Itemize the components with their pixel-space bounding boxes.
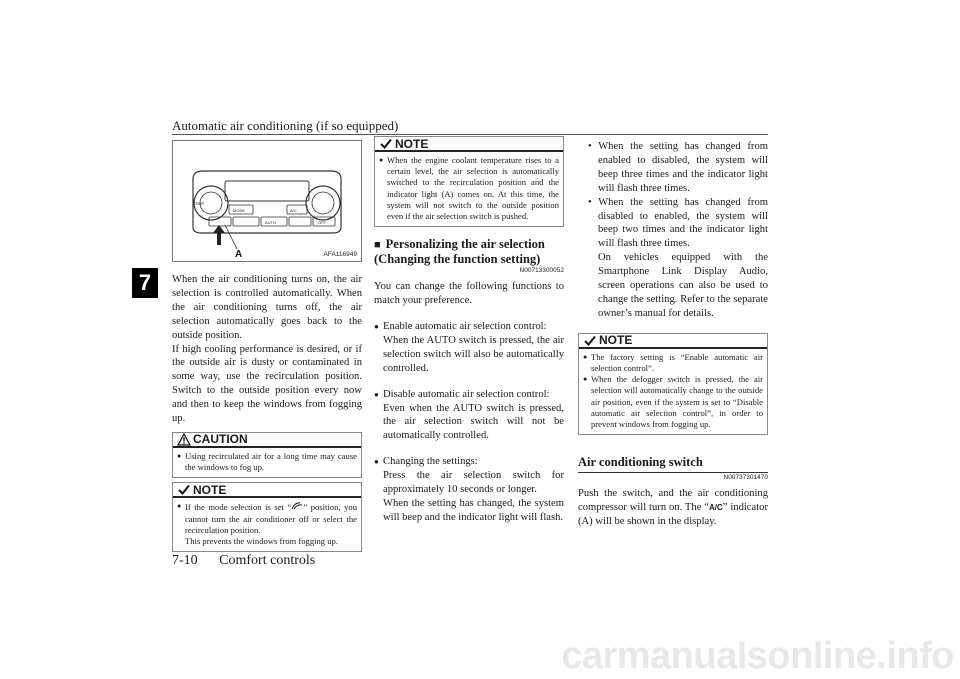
note-box-factory xyxy=(578,333,768,435)
control-panel-figure xyxy=(172,140,362,262)
check-icon xyxy=(583,334,597,347)
caution-header xyxy=(173,433,361,448)
ac-symbol: A/C xyxy=(708,503,723,513)
column-3 xyxy=(578,140,768,529)
check-icon xyxy=(379,137,393,150)
page-header-title: Automatic air conditioning (if so equipped) xyxy=(172,118,399,133)
note-label: NOTE xyxy=(395,136,429,151)
check-icon xyxy=(177,483,191,496)
list-item-enable: ● Enable automatic air selection control: When the AUTO switch is pressed, the air selection switch will also be automatically controlled. xyxy=(374,320,564,376)
column-2 xyxy=(374,136,564,525)
label-off: OFF xyxy=(318,220,326,225)
note-box-coolant xyxy=(374,136,564,227)
section-title-ac-switch: Air conditioning switch xyxy=(578,455,768,473)
page-footer xyxy=(172,553,315,569)
list-item-changing: ● Changing the settings: Press the air selection switch for approximately 10 seconds or longer. When the setting has changed, the system will beep and the indicator light will flash. xyxy=(374,455,564,525)
section-personalizing xyxy=(374,237,564,525)
list-item-disable: ● Disable automatic air selection control: Even when the AUTO switch is pressed, the air selection switch will not be automatically controlled. xyxy=(374,388,564,444)
climate-panel-illustration xyxy=(173,141,361,261)
label-mode: MODE xyxy=(233,208,245,213)
callout-a: A xyxy=(235,249,243,260)
note-header xyxy=(173,483,361,498)
label-auto: AUTO xyxy=(265,220,277,225)
section-code: N00737301470 xyxy=(723,474,768,482)
watermark: carmanualsonline.info xyxy=(561,635,954,677)
note-label: NOTE xyxy=(193,482,227,497)
figure-code: AFA116949 xyxy=(323,251,357,258)
section-ac-switch xyxy=(578,455,768,529)
section-title-personalizing: ■ Personalizing the air selection (Changing the function setting) xyxy=(374,237,564,266)
list-item-disabled-to-enabled: • When the setting has changed from disabled to enabled, the system will beep two times and the indicator light will flash three times. On vehicles equipped with the Smartphone Link Display Audio, screen operations can also be used to change the setting. Refer to the separate owner’s manual for details. xyxy=(588,196,768,319)
list-item-enabled-to-disabled: • When the setting has changed from enabled to disabled, the system will beep three times and the indicator light will flash three times. xyxy=(588,141,768,194)
caution-text: ● Using recirculated air for a long time may cause the windows to fog up. xyxy=(177,451,357,473)
caution-box xyxy=(172,432,362,478)
column-1 xyxy=(172,140,362,552)
note-label: NOTE xyxy=(599,333,633,348)
paragraph-ac-switch: Push the switch, and the air conditioning compressor will turn on. The “A/C” indicator (A) will be shown in the display. xyxy=(578,488,768,528)
defrost-mode-icon xyxy=(291,501,303,510)
paragraph-auto-control: When the air conditioning turns on, the air selection is controlled automatically. When the air conditioning turns off, the air selection automatically goes back to the outside position. xyxy=(172,274,362,341)
section-intro: You can change the following functions to match your preference. xyxy=(374,281,564,307)
note-factory-setting: ● The factory setting is “Enable automatic air selection control”. xyxy=(583,352,763,374)
note-header xyxy=(375,137,563,152)
chapter-tab: 7 xyxy=(132,268,158,298)
label-temp: TEMP xyxy=(193,201,205,206)
note-defogger: ● When the defogger switch is pressed, the air selection will automatically change to the outside air position, even if the system is set to “Disable automatic air selection control”, in order to prevent windows from fogging up. xyxy=(583,374,763,430)
section-code: N00713300052 xyxy=(519,267,564,275)
paragraph-recirculation: If high cooling performance is desired, or if the outside air is dusty or contaminated in some way, use the recirculation position. Switch to the outside position every now and then to keep the windows from fogging up. xyxy=(172,343,362,425)
header-rule xyxy=(172,134,768,135)
caution-label: CAUTION xyxy=(193,432,248,447)
note-coolant-text: ● When the engine coolant temperature rises to a certain level, the air selection is automatically switched to the recirculation position and the indicator light (A) comes on. At this time, the system will not switch to the outside position even if the air selection switch is pushed. xyxy=(379,155,559,222)
page-number: 7-10 xyxy=(172,553,198,568)
note-mode-text: ● If the mode selection is set “ ” position, you cannot turn the air conditioner off or select the recirculation position. This prevents the windows from fogging up. xyxy=(177,501,357,547)
warning-triangle-icon xyxy=(177,433,191,446)
pointer-arrow-icon xyxy=(213,225,225,245)
note-box-mode xyxy=(172,482,362,552)
label-ac: A/C xyxy=(290,208,297,213)
note-header xyxy=(579,334,767,349)
footer-section: Comfort controls xyxy=(219,553,316,568)
